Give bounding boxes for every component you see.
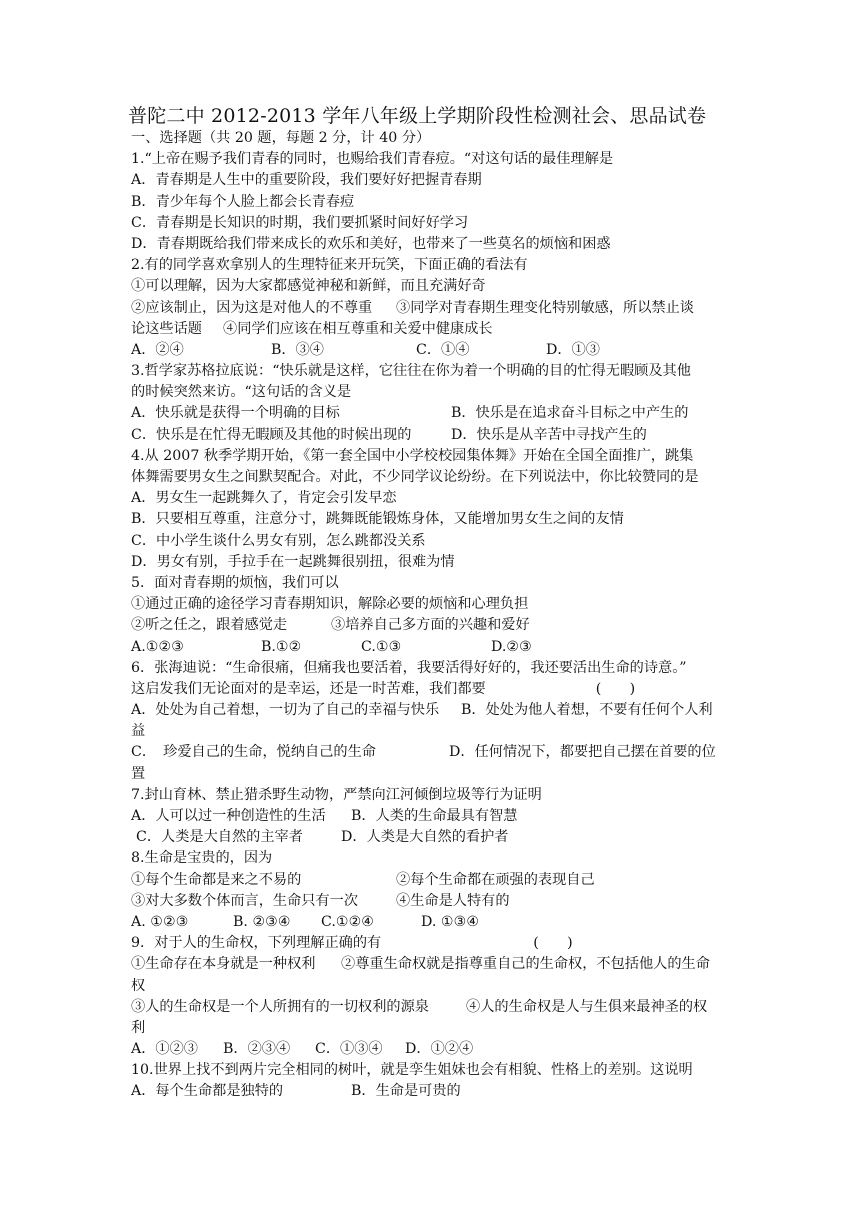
- question-7-stem: 7.封山育林、禁止猎杀野生动物，严禁向江河倾倒垃圾等行为证明: [131, 786, 542, 803]
- question-4-stem-line-2: 体舞需要男女生之间默契配合。对此，不少同学议论纷纷。在下列说法中，你比较赞同的是: [131, 469, 699, 485]
- question-5-stem: 5．面对青春期的烦恼，我们可以: [131, 574, 339, 591]
- question-6-stem-line-1: 6．张海迪说：“生命很痛，但痛我也要活着，我要活得好好的，我还要活出生命的诗意。”: [131, 659, 687, 676]
- question-2-option-c: C．①④: [416, 341, 470, 358]
- question-2-statement-2: ②应该制止，因为这是对他人的不尊重: [131, 299, 373, 316]
- question-6-option-b-cont: 益: [131, 723, 146, 740]
- question-8-option-d: D. ①③④: [421, 913, 480, 930]
- question-1-option-a: A．青春期是人生中的重要阶段，我们要好好把握青春期: [131, 172, 482, 189]
- question-9-option-a: A．①②③: [131, 1041, 198, 1058]
- question-5-statement-1: ①通过正确的途径学习青春期知识，解除必要的烦恼和心理负担: [131, 596, 529, 613]
- section-heading: 一、选择题（共 20 题，每题 2 分，计 40 分）: [131, 130, 431, 146]
- question-1-option-b: B．青少年每个人脸上都会长青春痘: [131, 193, 355, 210]
- question-2-option-a: A．②④: [131, 341, 184, 358]
- question-4-option-d: D．男女有别，手拉手在一起跳舞很别扭，很难为情: [131, 553, 455, 570]
- question-3-option-c: C．快乐是在忙得无暇顾及其他的时候出现的: [131, 426, 412, 443]
- question-2-statement-1: ①可以理解，因为大家都感觉神秘和新鲜，而且充满好奇: [131, 278, 486, 295]
- question-2-statement-3-cont: 论这些话题: [131, 320, 202, 337]
- question-3-option-a: A．快乐就是获得一个明确的目标: [131, 405, 340, 422]
- question-4-option-b: B．只要相互尊重，注意分寸，跳舞既能锻炼身体，又能增加男女生之间的友情: [131, 511, 624, 528]
- question-8-option-b: B. ②③④: [233, 913, 291, 930]
- question-3-stem-line-1: 3.哲学家苏格拉底说：“快乐就是这样，它往往在你为着一个明确的目的忙得无暇顾及其他: [131, 363, 691, 380]
- question-4-stem-line-1: 4.从 2007 秋季学期开始，《第一套全国中小学校校园集体舞》开始在全国全面推广，跳集: [131, 447, 694, 464]
- question-10-option-a: A．每个生命都是独特的: [131, 1083, 284, 1100]
- question-2-option-b: B．③④: [271, 341, 324, 358]
- question-3-option-b: B．快乐是在追求奋斗目标之中产生的: [451, 405, 689, 422]
- question-5-option-d: D.②③: [491, 638, 532, 655]
- question-5-option-c: C.①③: [361, 638, 402, 655]
- question-5-option-a: A.①②③: [131, 638, 184, 655]
- question-9-statement-2-cont: 权: [131, 977, 146, 994]
- question-5-statement-3: ③培养自己多方面的兴趣和爱好: [331, 617, 530, 634]
- question-5-option-b: B.①②: [261, 638, 302, 655]
- question-9-statement-3: ③人的生命权是一个人所拥有的一切权利的源泉: [131, 998, 429, 1015]
- question-8-statement-3: ③对大多数个体而言，生命只有一次: [131, 892, 359, 909]
- question-8-statement-2: ②每个生命都在顽强的表现自己: [396, 871, 595, 888]
- question-8-statement-4: ④生命是人特有的: [396, 892, 510, 909]
- question-1-option-c: C．青春期是长知识的时期，我们要抓紧时间好好学习: [131, 214, 469, 231]
- exam-content: [131, 128, 736, 1103]
- question-9-statement-4-cont: 利: [131, 1019, 146, 1036]
- question-2-statement-4: ④同学们应该在相互尊重和关爱中健康成长: [223, 320, 493, 337]
- question-6-stem-line-2: 这启发我们无论面对的是幸运，还是一时苦难，我们都要: [131, 680, 486, 697]
- question-9-option-d: D．①②④: [405, 1041, 474, 1058]
- question-10-stem: 10.世界上找不到两片完全相同的树叶，就是孪生姐妹也会有相貌、性格上的差别。这说明: [131, 1062, 693, 1079]
- question-6-option-a: A．处处为自己着想，一切为了自己的幸福与快乐: [131, 702, 440, 719]
- question-7-option-a: A．人可以过一种创造性的生活: [131, 808, 326, 824]
- question-4-option-a: A．男女生一起跳舞久了，肯定会引发早恋: [131, 490, 397, 507]
- question-6-option-d: D．任何情况下，都要把自己摆在首要的位: [449, 744, 716, 761]
- question-3-stem-line-2: 的时候突然来访。“这句话的含义是: [131, 384, 352, 401]
- question-7-option-b: B．人类的生命最具有智慧: [351, 808, 518, 824]
- question-8-statement-1: ①每个生命都是来之不易的: [131, 871, 302, 888]
- question-5-statement-2: ②听之任之，跟着感觉走: [131, 617, 288, 634]
- exam-title: 普陀二中 2012-2013 学年八年级上学期阶段性检测社会、思品试卷: [128, 105, 707, 127]
- question-6-option-c: C． 珍爱自己的生命，悦纳自己的生命: [131, 744, 376, 761]
- question-8-stem: 8.生命是宝贵的，因为: [131, 850, 273, 867]
- question-9-option-b: B．②③④: [223, 1041, 291, 1058]
- question-9-stem: 9．对于人的生命权，下列理解正确的有: [131, 935, 382, 952]
- question-9-option-c: C．①③④: [315, 1041, 383, 1058]
- question-3-option-d: D．快乐是从辛苦中寻找产生的: [451, 426, 647, 443]
- question-9-answer-bracket: ( ): [533, 935, 573, 952]
- question-2-statement-3: ③同学对青春期生理变化特别敏感，所以禁止谈: [396, 299, 694, 316]
- question-7-option-c: C．人类是大自然的主宰者: [136, 829, 303, 846]
- question-4-option-c: C．中小学生谈什么男女有别，怎么跳都没关系: [131, 532, 426, 549]
- question-6-option-b: B．处处为他人着想，不要有任何个人利: [461, 702, 713, 719]
- question-2-option-d: D．①③: [546, 341, 600, 358]
- question-9-statement-1: ①生命存在本身就是一种权利: [131, 956, 316, 973]
- question-8-option-c: C.①②④: [321, 913, 375, 930]
- question-6-option-d-cont: 置: [131, 765, 146, 782]
- question-9-statement-4: ④人的生命权是人与生俱来最神圣的权: [466, 998, 708, 1015]
- question-9-statement-2: ②尊重生命权就是指尊重自己的生命权，不包括他人的生命: [341, 956, 710, 973]
- question-8-option-a: A. ①②③: [131, 913, 189, 930]
- question-10-option-b: B．生命是可贵的: [351, 1083, 461, 1100]
- question-7-option-d: D．人类是大自然的看护者: [341, 829, 509, 846]
- question-1-option-d: D．青春期既给我们带来成长的欢乐和美好，也带来了一些莫名的烦恼和困惑: [131, 235, 611, 252]
- question-2-stem: 2.有的同学喜欢拿别人的生理特征来开玩笑，下面正确的看法有: [131, 257, 528, 274]
- question-1-stem: 1.“上帝在赐予我们青春的同时，也赐给我们青春痘。“对这句话的最佳理解是: [131, 151, 614, 168]
- question-6-answer-bracket: ( ): [595, 680, 636, 697]
